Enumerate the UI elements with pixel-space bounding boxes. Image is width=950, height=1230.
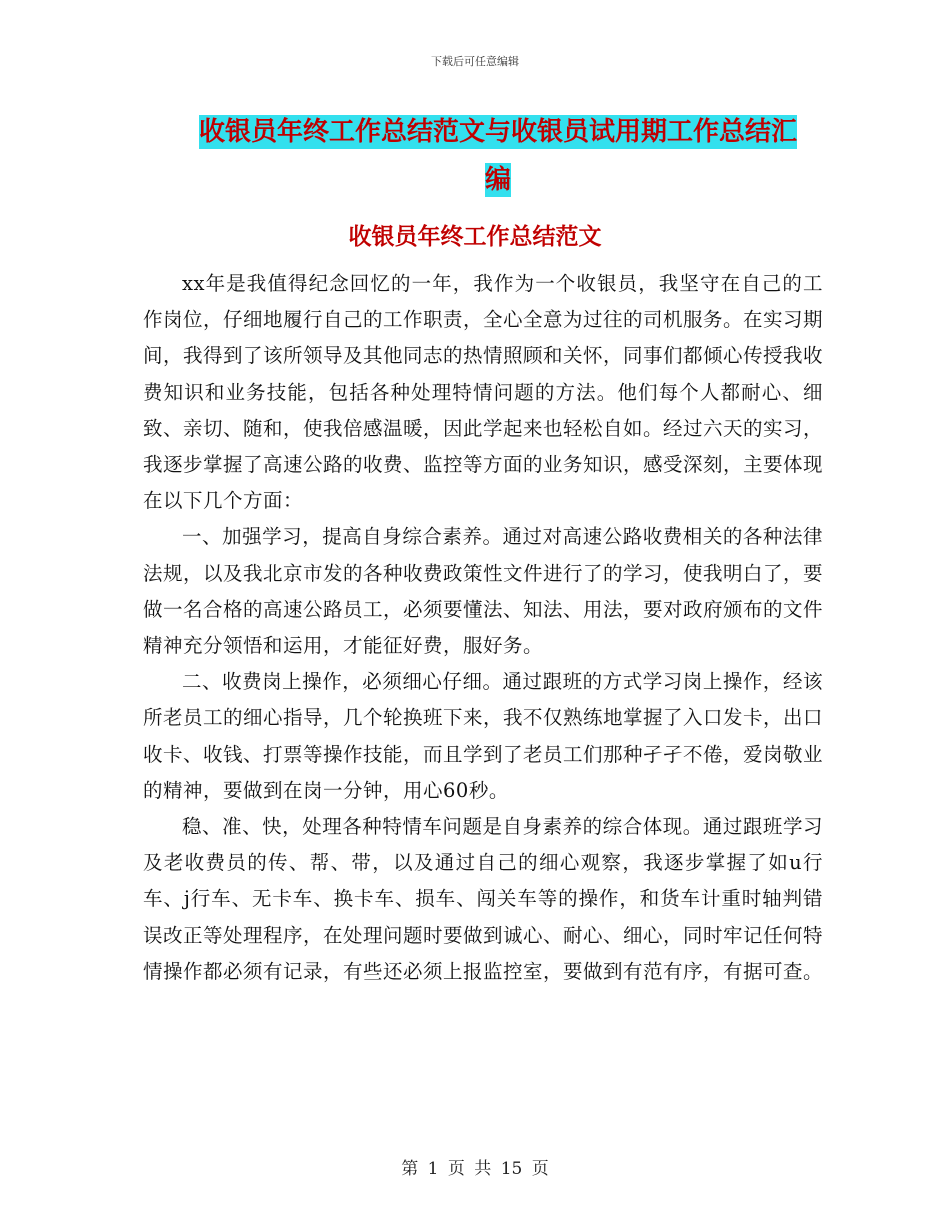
paragraph: 一、加强学习，提高自身综合素养。通过对高速公路收费相关的各种法律法规，以及我北京市发的各种收费政策性文件进行了的学习，使我明白了，要做一名合格的高速公路员工，必须要懂法、知法、用法，要对政府颁布的文件精神充分领悟和运用，才能征好费，服好务。 bbox=[143, 525, 824, 658]
paragraph: 二、收费岗上操作，必须细心仔细。通过跟班的方式学习岗上操作，经该所老员工的细心指导，几个轮换班下来，我不仅熟练地掌握了入口发卡，出口收卡、收钱、打票等操作技能，而且学到了老员工们那种孑孑不倦，爱岗敬业的精神，要做到在岗一分钟，用心60秒。 bbox=[143, 670, 824, 802]
document-body bbox=[143, 266, 823, 990]
page-footer: 第 1 页 共 15 页 bbox=[401, 1159, 549, 1179]
paragraph: 稳、准、快，处理各种特情车问题是自身素养的综合体现。通过跟班学习及老收费员的传、帮、带，以及通过自己的细心观察，我逐步掌握了如u行车、j行车、无卡车、换卡车、损车、闯关车等的操作，和货车计重时轴判错误改正等处理程序，在处理问题时要做到诚心、耐心、细心，同时牢记任何特情操作都必须有记录，有些还必须上报监控室，要做到有范有序，有据可查。 bbox=[143, 815, 824, 983]
header-note: 下载后可任意编辑 bbox=[431, 55, 519, 68]
section-title: 收银员年终工作总结范文 bbox=[348, 224, 602, 250]
document-title bbox=[188, 108, 808, 204]
paragraph: xx年是我值得纪念回忆的一年，我作为一个收银员，我坚守在自己的工作岗位，仔细地履行自己的工作职责，全心全意为过往的司机服务。在实习期间，我得到了该所领导及其他同志的热情照顾和关怀，同事们都倾心传授我收费知识和业务技能，包括各种处理特情问题的方法。他们每个人都耐心、细致、亲切、随和，使我倍感温暖，因此学起来也轻松自如。经过六天的实习，我逐步掌握了高速公路的收费、监控等方面的业务知识，感受深刻，主要体现在以下几个方面： bbox=[143, 272, 824, 513]
document-title-text: 收银员年终工作总结范文与收银员试用期工作总结汇编 bbox=[198, 117, 797, 195]
